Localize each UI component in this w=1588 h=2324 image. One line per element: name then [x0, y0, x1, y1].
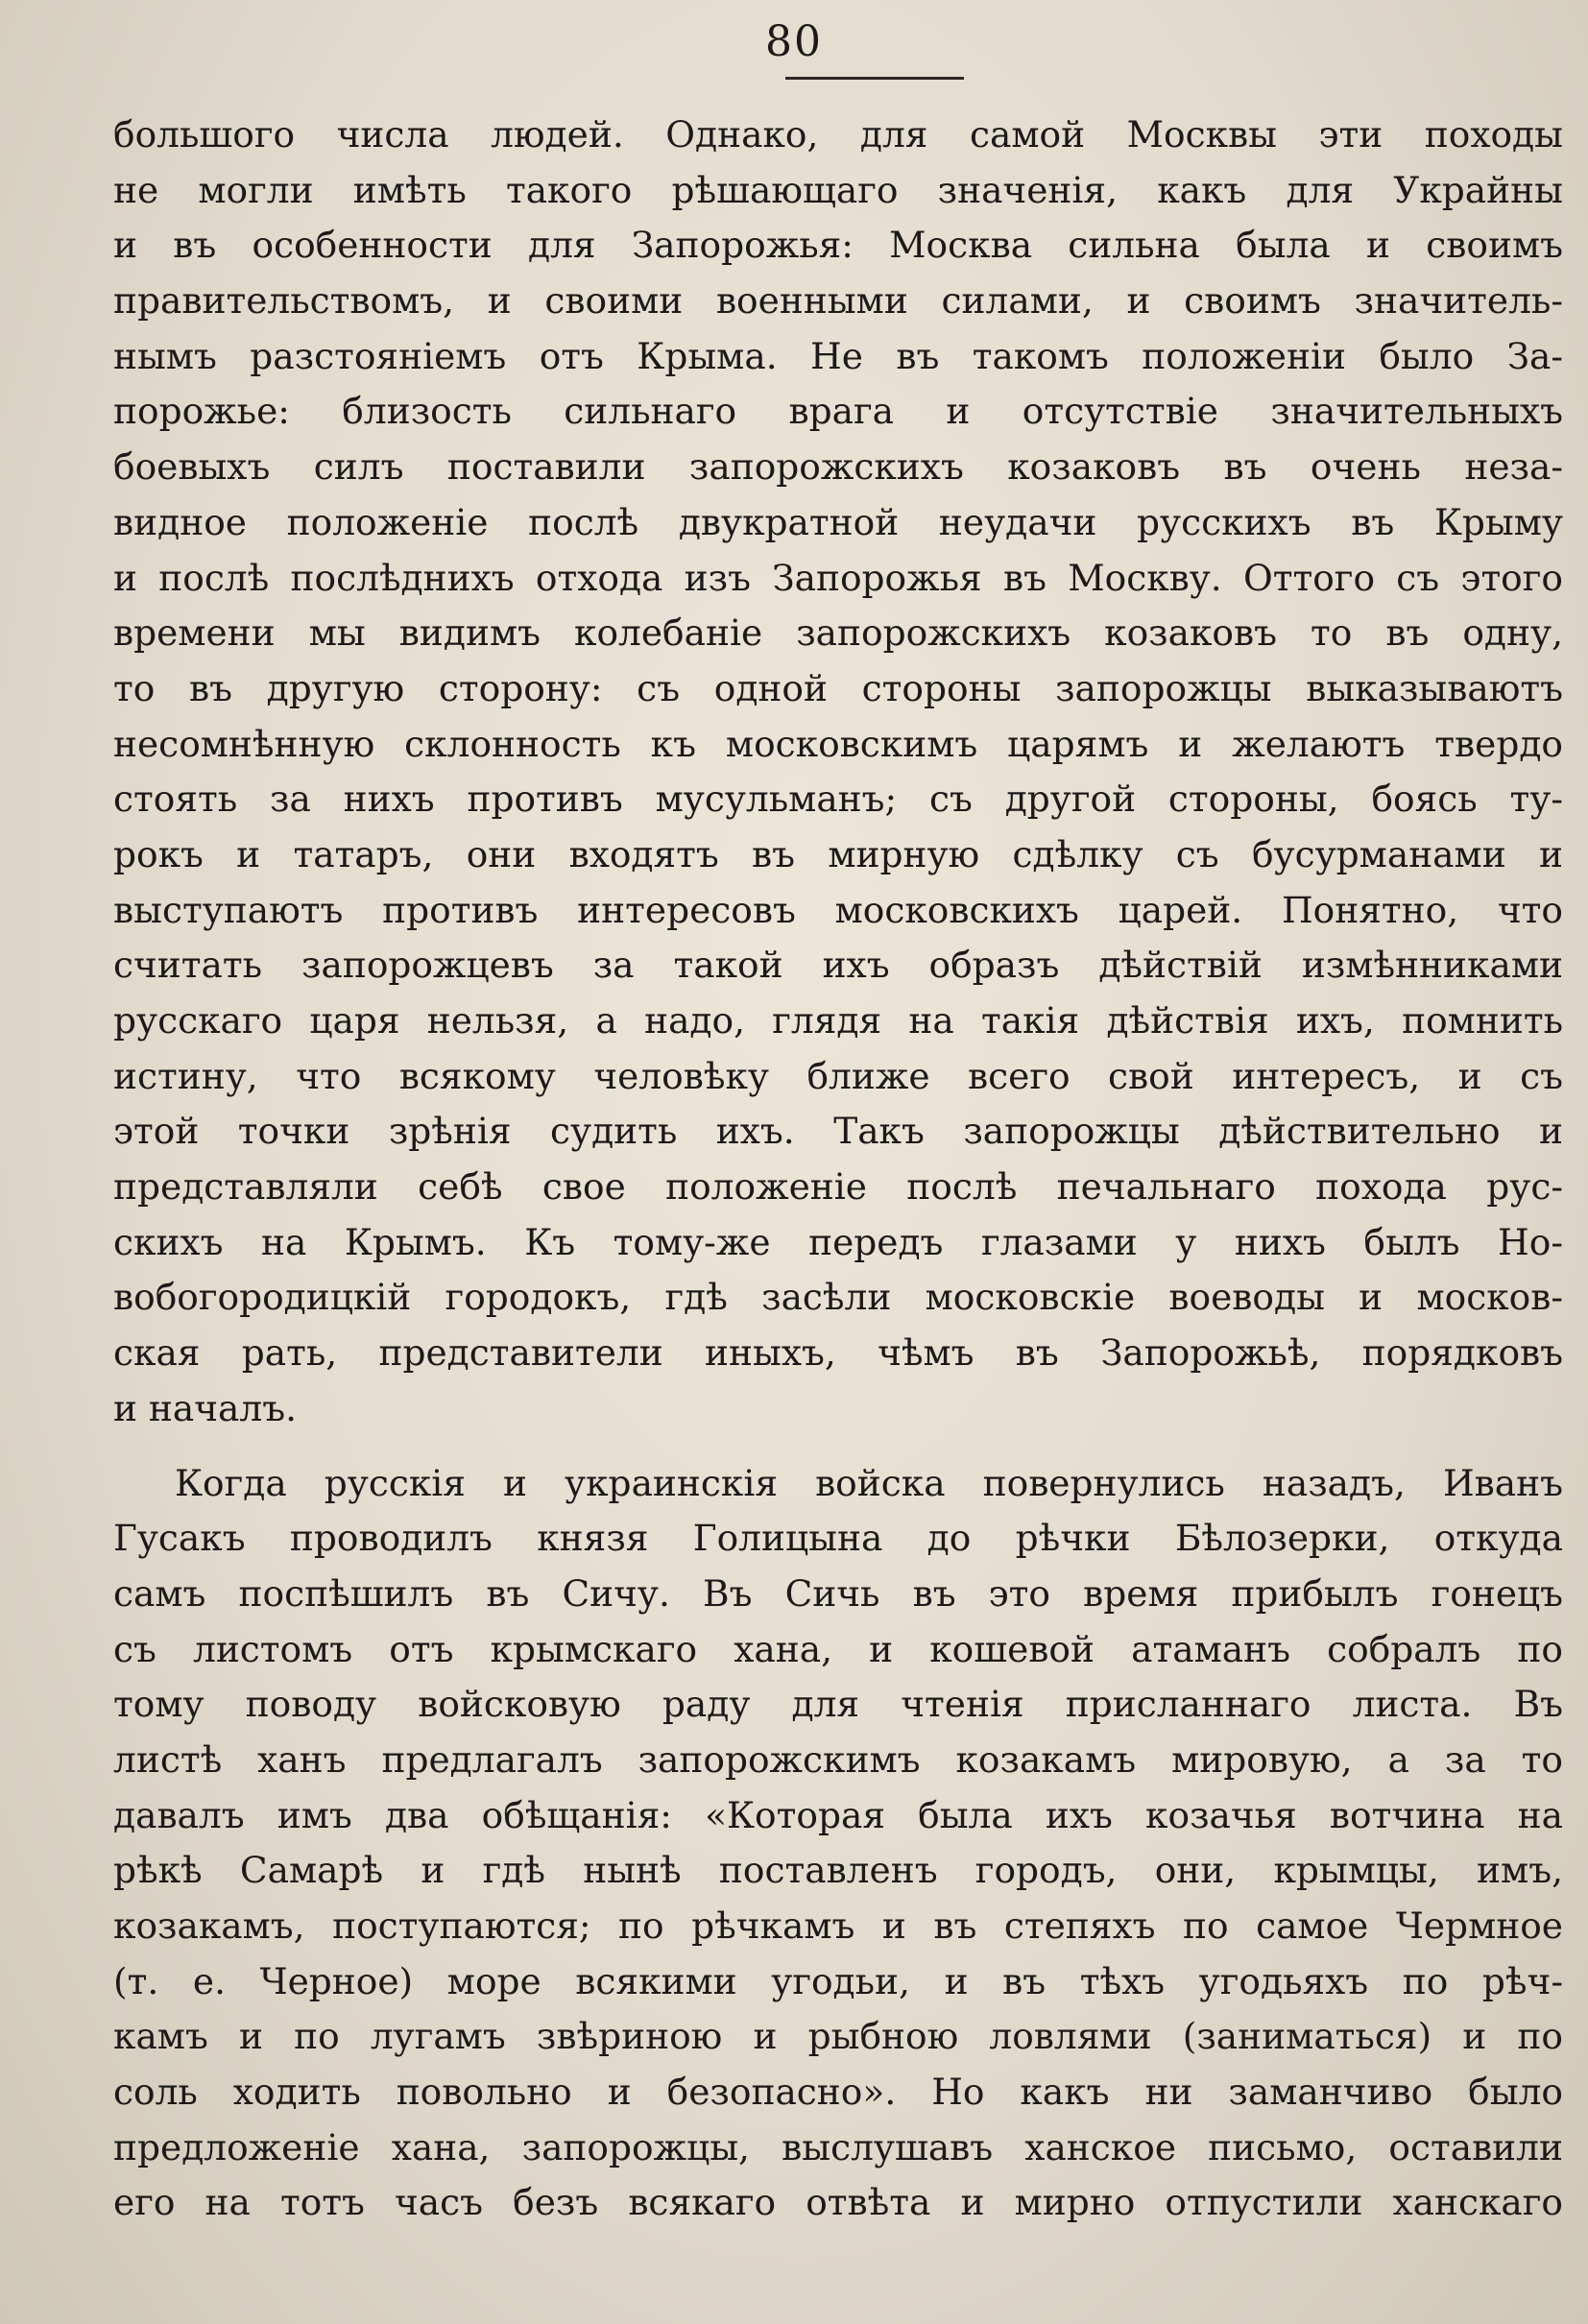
text-line: представляли себѣ свое положеніе послѣ печальнаго похода рус- [113, 1165, 1563, 1209]
text-line: выступаютъ противъ интересовъ московскихъ царей. Понятно, что [113, 888, 1563, 931]
text-line-last: и началъ. [113, 1386, 298, 1429]
text-line: тому поводу войсковую раду для чтенія присланнаго листа. Въ [113, 1683, 1563, 1726]
text-line: правительствомъ, и своими военными силами, и своимъ значитель- [113, 279, 1563, 323]
text-line: давалъ имъ два обѣщанія: «Которая была ихъ козачья вотчина на [113, 1793, 1563, 1836]
text-line-first: Когда русскія и украинскія войска повернулись назадъ, Иванъ [175, 1461, 1563, 1504]
text-line: то въ другую сторону: съ одной стороны запорожцы выказываютъ [113, 666, 1563, 709]
text-block [113, 108, 1563, 2231]
text-line: съ листомъ отъ крымскаго хана, и кошевой атаманъ собралъ по [113, 1627, 1563, 1670]
text-line: самъ поспѣшилъ въ Сичу. Въ Сичь въ это время прибылъ гонецъ [113, 1571, 1563, 1615]
text-line: несомнѣнную склонность къ московскимъ царямъ и желаютъ твердо [113, 722, 1563, 765]
text-line: его на тотъ часъ безъ всякаго отвѣта и мирно отпустили ханскаго [113, 2181, 1563, 2224]
text-line: боевыхъ силъ поставили запорожскихъ козаковъ въ очень неза- [113, 445, 1563, 489]
text-line: и въ особенности для Запорожья: Москва сильна была и своимъ [113, 224, 1563, 267]
text-line: (т. е. Черное) море всякими угодьи, и въ тѣхъ угодьяхъ по рѣч- [113, 1959, 1563, 2002]
text-line: рокъ и татаръ, они входятъ въ мирную сдѣлку съ бусурманами и [113, 832, 1563, 875]
text-line: ская рать, представители иныхъ, чѣмъ въ Запорожьѣ, порядковъ [113, 1331, 1563, 1375]
text-line: стоять за нихъ противъ мусульманъ; съ другой стороны, боясь ту- [113, 778, 1563, 821]
text-line: русскаго царя нельзя, а надо, глядя на такія дѣйствія ихъ, помнить [113, 999, 1563, 1042]
text-line: Гусакъ проводилъ князя Голицына до рѣчки Бѣлозерки, откуда [113, 1517, 1563, 1560]
text-line: видное положеніе послѣ двукратной неудачи русскихъ въ Крыму [113, 500, 1563, 543]
text-line: и послѣ послѣднихъ отхода изъ Запорожья въ Москву. Оттого съ этого [113, 556, 1563, 599]
text-line: рѣкѣ Самарѣ и гдѣ нынѣ поставленъ городъ, они, крымцы, имъ, [113, 1849, 1563, 1892]
page-number-rule [785, 77, 964, 80]
text-line: истину, что всякому человѣку ближе всего свой интересъ, и съ [113, 1054, 1563, 1097]
paragraph-spacer [113, 1437, 1563, 1456]
text-line: предложеніе хана, запорожцы, выслушавъ ханское письмо, оставили [113, 2125, 1563, 2168]
text-line: времени мы видимъ колебаніе запорожскихъ козаковъ то въ одну, [113, 611, 1563, 655]
text-line: считать запорожцевъ за такой ихъ образъ дѣйствій измѣнниками [113, 944, 1563, 987]
text-line: порожье: близость сильнаго врага и отсутствіе значительныхъ [113, 390, 1563, 433]
text-line: камъ и по лугамъ звѣриною и рыбною ловлями (заниматься) и по [113, 2015, 1563, 2058]
text-line: соль ходить повольно и безопасно». Но какъ ни заманчиво было [113, 2071, 1563, 2114]
text-line: вобогородицкій городокъ, гдѣ засѣли московскіе воеводы и москов- [113, 1276, 1563, 1319]
paragraph-2 [113, 1456, 1563, 2232]
paragraph-1 [113, 108, 1563, 1437]
text-line: не могли имѣть такого рѣшающаго значенія, какъ для Украйны [113, 168, 1563, 211]
text-line: скихъ на Крымъ. Къ тому-же передъ глазами у нихъ былъ Но- [113, 1220, 1563, 1263]
page-number: 80 [765, 17, 823, 66]
text-line: листѣ ханъ предлагалъ запорожскимъ козакамъ мировую, а за то [113, 1737, 1563, 1781]
text-line: козакамъ, поступаются; по рѣчкамъ и въ степяхъ по самое Чермное [113, 1905, 1563, 1947]
text-line: нымъ разстояніемъ отъ Крыма. Не въ такомъ положеніи было За- [113, 334, 1563, 377]
text-line: этой точки зрѣнія судить ихъ. Такъ запорожцы дѣйствительно и [113, 1110, 1563, 1153]
text-line: большого числа людей. Однако, для самой Москвы эти походы [113, 113, 1563, 156]
